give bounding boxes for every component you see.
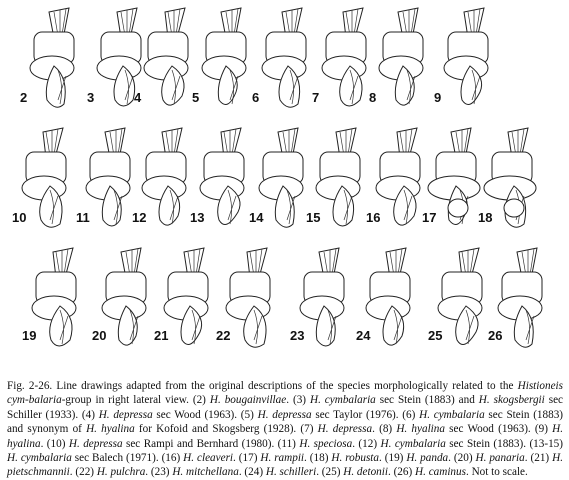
specimen-6 — [252, 8, 306, 107]
specimen-14 — [249, 128, 303, 227]
figure-number-16: 16 — [366, 210, 381, 225]
figure-number-6: 6 — [252, 90, 260, 105]
specimen-18 — [478, 128, 536, 227]
figure-caption: Fig. 2-26. Line drawings adapted from the original descriptions of the species morphologically related to the Histioneis cym-balaria-group in right lateral view. (2) H. bougainvillae. (3) H. cymbalaria sec Stein (1883) and H. skogsbergii sec Schiller (1933). (4) H. depressa sec Wood (1963). (5) H. depressa sec Taylor (1976). (6) H. cymbalaria sec Stein (1883) and synonym of H. hyalina for Kofoid and Skogsberg (1928). (7) H. depressa. (8) H. hyalina sec Wood (1963). (9) H. hyalina. (10) H. depressa sec Rampi and Bernhard (1980). (11) H. speciosa. (12) H. cymbalaria sec Stein (1883). (13-15) H. cymbalaria sec Balech (1971). (16) H. cleaveri. (17) H. rampii. (18) H. robusta. (19) H. panda. (20) H. panaria. (21) H. pietschmannii. (22) H. pulchra. (23) H. mitchellana. (24) H. schilleri. (25) H. detonii. (26) H. caminus. Not to scale. — [7, 380, 564, 479]
figure-number-4: 4 — [134, 90, 142, 105]
specimen-8 — [369, 8, 423, 105]
specimen-20 — [92, 248, 146, 345]
specimen-13 — [190, 128, 244, 225]
figure-number-10: 10 — [12, 210, 27, 225]
figure-number-15: 15 — [306, 210, 321, 225]
specimen-26 — [488, 248, 542, 347]
figure-number-18: 18 — [478, 210, 493, 225]
specimen-16 — [366, 128, 420, 225]
specimen-9 — [434, 8, 488, 105]
figure-number-26: 26 — [488, 328, 503, 343]
figure-number-17: 17 — [422, 210, 437, 225]
specimen-3 — [87, 8, 141, 106]
specimen-10 — [12, 128, 66, 227]
figure-number-2: 2 — [20, 90, 28, 105]
specimen-2 — [20, 8, 74, 107]
figure-number-21: 21 — [154, 328, 169, 343]
specimen-4 — [134, 8, 188, 105]
specimen-21 — [154, 248, 208, 345]
specimen-5 — [192, 8, 246, 105]
specimen-25 — [428, 248, 482, 345]
figure-number-19: 19 — [22, 328, 37, 343]
specimen-17 — [422, 128, 480, 225]
figure-number-20: 20 — [92, 328, 107, 343]
figure-number-25: 25 — [428, 328, 443, 343]
figure-number-22: 22 — [216, 328, 231, 343]
specimen-15 — [306, 128, 360, 226]
figure-number-14: 14 — [249, 210, 264, 225]
specimen-12 — [132, 128, 186, 225]
figure-number-13: 13 — [190, 210, 205, 225]
specimen-7 — [312, 8, 366, 106]
figure-number-23: 23 — [290, 328, 305, 343]
figure-number-5: 5 — [192, 90, 200, 105]
figure-number-24: 24 — [356, 328, 371, 343]
specimen-11 — [76, 128, 130, 226]
specimen-19 — [22, 248, 76, 346]
figure-number-7: 7 — [312, 90, 320, 105]
inner-chamber — [504, 199, 524, 217]
figure-number-11: 11 — [76, 210, 90, 225]
figure-number-3: 3 — [87, 90, 95, 105]
inner-chamber — [448, 199, 468, 217]
specimen-23 — [290, 248, 344, 346]
specimen-24 — [356, 248, 410, 345]
figure-number-9: 9 — [434, 90, 442, 105]
specimen-22 — [216, 248, 270, 347]
figure-number-8: 8 — [369, 90, 377, 105]
figure-number-12: 12 — [132, 210, 147, 225]
